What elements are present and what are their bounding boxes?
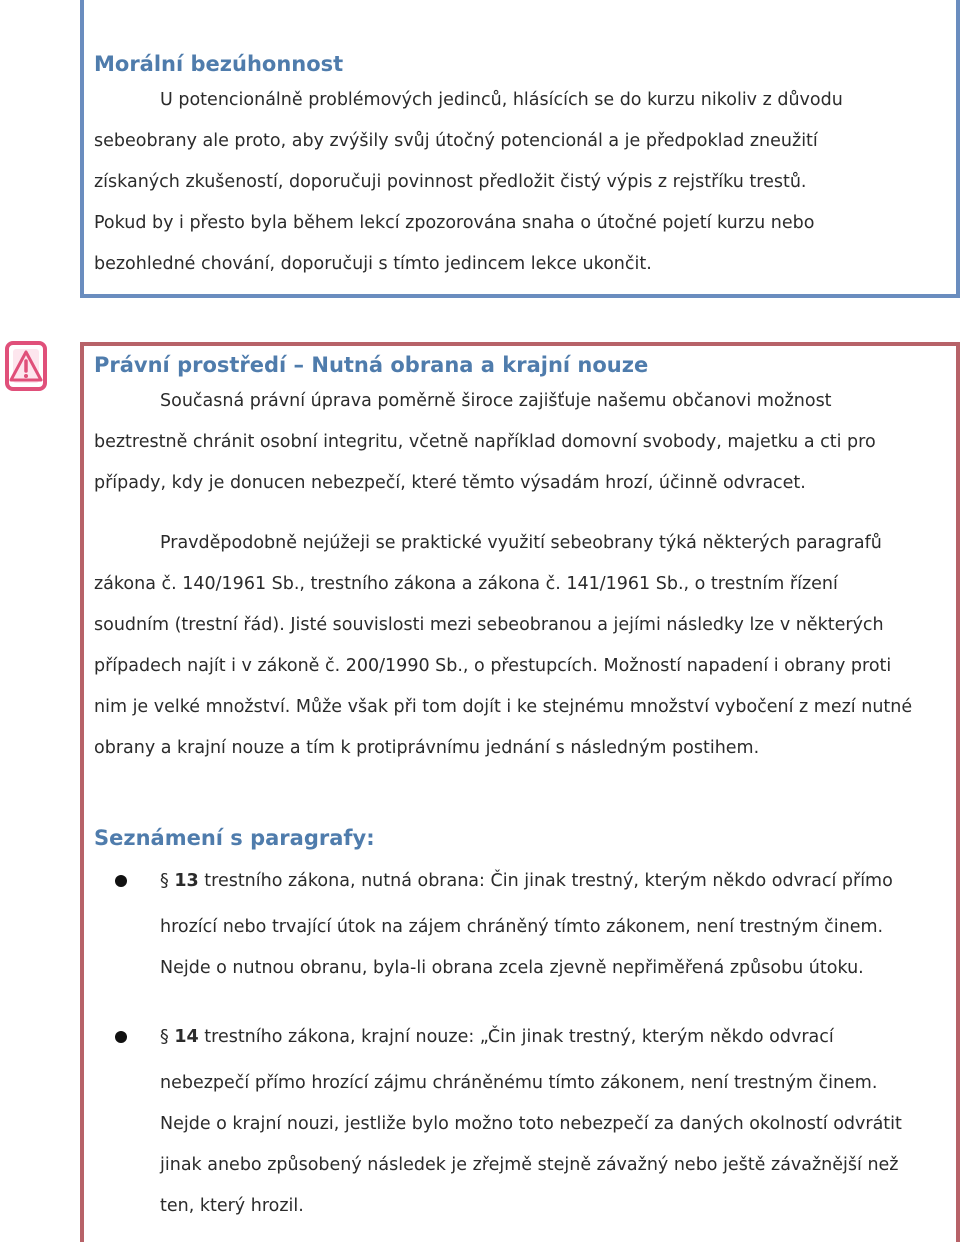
text-line: Současná právní úprava poměrně široce zajišťuje našemu občanovi možnost	[160, 391, 832, 411]
legal-title: Právní prostředí – Nutná obrana a krajní nouze	[94, 353, 649, 377]
warning-sign-icon	[4, 340, 50, 392]
text-line: zákona č. 140/1961 Sb., trestního zákona a zákona č. 141/1961 Sb., o trestním řízení	[94, 574, 838, 594]
paragraph-number: 13	[174, 871, 199, 891]
legal-paragraph-1	[94, 381, 876, 504]
text-line: bezohledné chování, doporučuji s tímto jedincem lekce ukončit.	[94, 254, 652, 274]
text-line: Nejde o krajní nouzi, jestliže bylo možno toto nebezpečí za daných okolností odvrátit	[160, 1114, 902, 1134]
text-line: ten, který hrozil.	[160, 1196, 304, 1216]
text-line: obrany a krajní nouze a tím k protiprávnímu jednání s následným postihem.	[94, 738, 760, 758]
moral-title: Morální bezúhonnost	[94, 52, 344, 76]
section-sign: §	[160, 871, 169, 891]
legal-paragraph-2	[94, 523, 912, 769]
text-line: Nejde o nutnou obranu, byla-li obrana zcela zjevně nepřiměřená způsobu útoku.	[160, 958, 864, 978]
text-line: jinak anebo způsobený následek je zřejmě stejně závažný nebo ještě závažnější než	[160, 1155, 899, 1175]
text-line: Pravděpodobně nejúžeji se praktické využití sebeobrany týká některých paragrafů	[160, 533, 882, 553]
text-line: soudním (trestní řád). Jisté souvislosti mezi sebeobranou a jejími následky lze v některých	[94, 615, 884, 635]
text-line: případy, kdy je donucen nebezpečí, které těmto výsadám hrozí, účinně odvracet.	[94, 473, 806, 493]
list-item-first-line	[160, 1016, 834, 1059]
text-line: získaných zkušeností, doporučuji povinnost předložit čistý výpis z rejstříku trestů.	[94, 172, 807, 192]
section-sign: §	[160, 1027, 169, 1047]
text-line: hrozící nebo trvající útok na zájem chráněný tímto zákonem, není trestným činem.	[160, 917, 884, 937]
bullet-icon	[115, 875, 127, 887]
bullet-icon	[115, 1031, 127, 1043]
list-item-first-line	[160, 860, 893, 903]
list-item	[160, 860, 893, 903]
text-line: sebeobrany ale proto, aby zvýšily svůj útočný potencionál a je předpoklad zneužití	[94, 131, 818, 151]
paragraphs-title: Seznámení s paragrafy:	[94, 826, 375, 850]
text-line: Pokud by i přesto byla během lekcí zpozorována snaha o útočné pojetí kurzu nebo	[94, 213, 815, 233]
text-line: U potencionálně problémových jedinců, hlásících se do kurzu nikoliv z důvodu	[160, 90, 843, 110]
list-item	[160, 1016, 834, 1059]
list-item-continuation	[160, 907, 883, 989]
moral-paragraph	[94, 80, 843, 285]
list-item-text: trestního zákona, krajní nouze: „Čin jinak trestný, kterým někdo odvrací	[204, 1027, 834, 1047]
list-item-text: trestního zákona, nutná obrana: Čin jinak trestný, kterým někdo odvrací přímo	[204, 871, 893, 891]
text-line: nebezpečí přímo hrozící zájmu chráněnému tímto zákonem, není trestným činem.	[160, 1073, 878, 1093]
list-item-continuation	[160, 1063, 902, 1227]
text-line: beztrestně chránit osobní integritu, včetně například domovní svobody, majetku a cti pro	[94, 432, 876, 452]
paragraph-number: 14	[174, 1027, 199, 1047]
text-line: nim je velké množství. Může však při tom dojít i ke stejnému množství vybočení z mezí nutné	[94, 697, 913, 717]
text-line: případech najít i v zákoně č. 200/1990 Sb., o přestupcích. Možností napadení i obrany proti	[94, 656, 892, 676]
